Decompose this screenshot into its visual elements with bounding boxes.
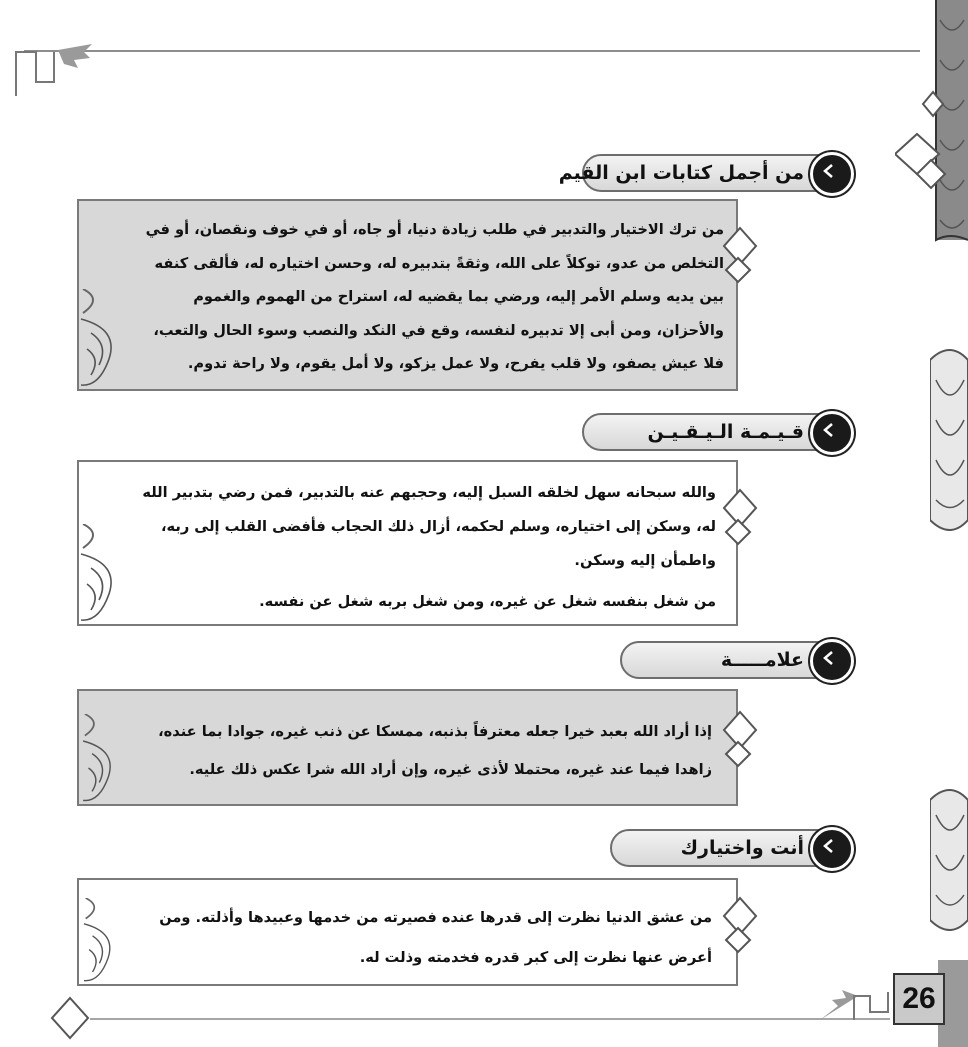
paragraph-text: من شغل بنفسه شغل عن غيره، ومن شغل بربه شغل عن نفسه.: [259, 593, 716, 610]
arabesque-ornament-icon: [79, 524, 125, 624]
section-title-2: قـيـمـة الـيـقـيـن: [647, 421, 804, 443]
paragraph-text: والله سبحانه سهل لخلقه السبل إليه، وحجبهم عنه بالتدبير، فمن رضي بتدبير الله له، وسكن إلى اختياره، وسلم لحكمه، أزال ذلك الحجاب فأفضى القلب إلى ربه، واطمأن إليه وسكن.: [142, 484, 716, 569]
top-rule: [24, 50, 920, 52]
diamond-bullet-icon: [720, 226, 760, 286]
diamond-bullet-icon: [720, 710, 760, 770]
paragraph-2b: [141, 591, 716, 613]
paragraph-2a: [141, 476, 716, 578]
page-number: 26: [902, 982, 936, 1015]
paragraph-1: [144, 213, 724, 381]
section-header-4: [610, 829, 850, 867]
paragraph-text: من ترك الاختيار والتدبير في طلب زيادة دنيا، أو جاه، أو في خوف ونقصان، أو في التخلص من عدو، توكلاً على الله، وثقةً بتدبيره له، وحسن اختياره له، فألقى كنفه بين يديه وسلم الأمر إليه، ورضي بما يقضيه له، استراح من الهموم والغموم والأحزان، ومن أبى إلا تدبيره لنفسه، وقع في النكد والنصب وسوء الحال والتعب، فلا عيش يصفو، ولا قلب يفرح، ولا عمل يزكو، ولا أمل يقوم، ولا راحة تدوم.: [145, 221, 724, 372]
diamond-bullet-icon: [720, 488, 760, 548]
section-header-1: [558, 154, 850, 192]
content-box-1: [77, 199, 738, 391]
paragraph-4: [127, 898, 712, 978]
bottom-rule: [90, 1018, 890, 1020]
section-header-3: [620, 641, 850, 679]
chevron-left-icon: [810, 827, 854, 871]
content-box-4: [77, 878, 738, 986]
chevron-left-icon: [810, 411, 854, 455]
arabesque-ornament-icon: [79, 714, 125, 804]
section-header-2: [582, 413, 850, 451]
diamond-ornament-icon: [895, 90, 955, 200]
chevron-left-icon: [810, 639, 854, 683]
content-box-3: [77, 689, 738, 806]
corner-ornament-icon: [818, 986, 890, 1026]
paragraph-text: إذا أراد الله بعبد خيرا جعله معترفاً بذنبه، ممسكا عن ذنب غيره، جوادا بما عنده، زاهدا فيما عند غيره، محتملا لأذى غيره، وإن أراد الله شرا عكس ذلك عليه.: [158, 723, 712, 778]
corner-ornament-icon: [14, 40, 94, 96]
diamond-bullet-icon: [720, 896, 760, 956]
section-title-1: من أجمل كتابات ابن القيم: [558, 162, 804, 184]
section-title-3: علامـــــة: [720, 649, 804, 671]
content-box-2: [77, 460, 738, 626]
arabesque-ornament-icon: [79, 289, 125, 389]
page-number-box: [893, 973, 945, 1025]
section-title-4: أنت واختيارك: [680, 837, 804, 859]
arabesque-ornament-icon: [79, 898, 125, 984]
paragraph-3: [127, 713, 712, 789]
paragraph-text: من عشق الدنيا نظرت إلى قدرها عنده فصيرته من خدمها وعبيدها وأذلته. ومن أعرض عنها نظرت إلى كبر قدره فخدمته وذلت له.: [159, 909, 712, 966]
chevron-left-icon: [810, 152, 854, 196]
diamond-ornament-icon: [50, 996, 90, 1040]
